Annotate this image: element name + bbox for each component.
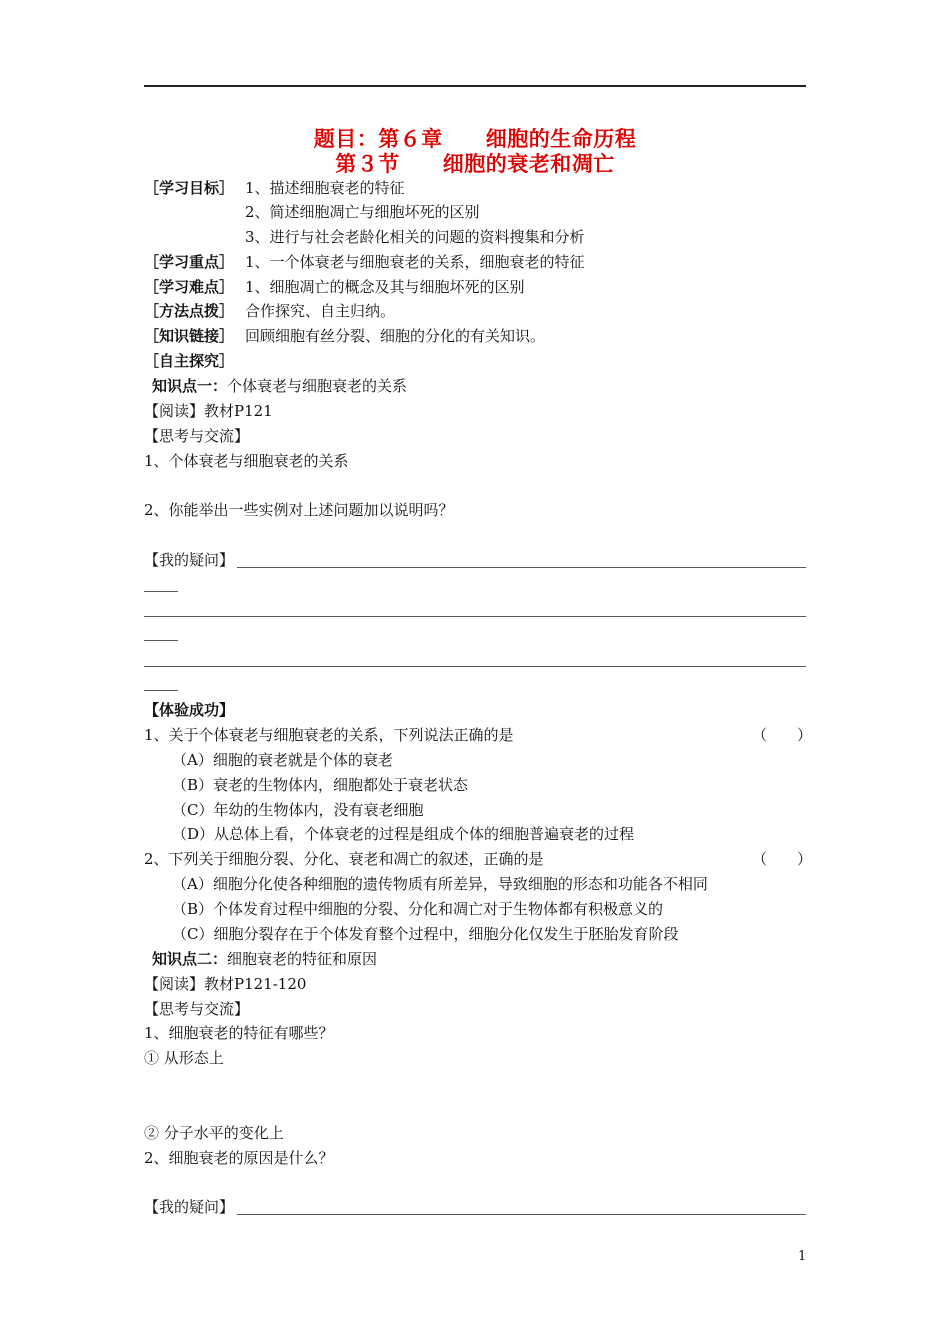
chapter-title: 题目：第６章 细胞的生命历程 [313,126,637,151]
objectives-label: ［学习目标］ [144,179,235,197]
difficulties-label: ［学习难点］ [144,278,235,296]
key-points-text: 1、一个体衰老与细胞衰老的关系，细胞衰老的特征 [245,253,585,271]
difficulties-text: 1、细胞凋亡的概念及其与细胞坏死的区别 [245,278,525,296]
doubt-answer-line [237,567,806,568]
page-number: 1 [798,1249,807,1264]
practice-q1-option: （D）从总体上看，个体衰老的过程是组成个体的细胞普遍衰老的过程 [172,825,635,843]
doubt-answer-line [144,640,178,641]
kp1-read: 【阅读】教材P121 [144,402,273,420]
kp2-question-2: 2、细胞衰老的原因是什么？ [144,1149,334,1167]
practice-label: 【体验成功】 [144,701,235,719]
practice-q2-option: （B）个体发育过程中细胞的分裂、分化和凋亡对于生物体都有积极意义的 [172,900,664,918]
practice-q1-option: （A）细胞的衰老就是个体的衰老 [172,751,393,769]
objective-item: 3、进行与社会老龄化相关的问题的资料搜集和分析 [245,228,585,246]
kp2-think: 【思考与交流】 [144,1000,250,1018]
practice-q2-option: （C）细胞分裂存在于个体发育整个过程中，细胞分化仅发生于胚胎发育阶段 [172,925,679,943]
method-label: ［方法点拨］ [144,302,235,320]
kp1-title: 个体衰老与细胞衰老的关系 [227,377,408,395]
kp2-label: 知识点二： [152,950,228,968]
practice-q2-option: （A）细胞分化使各种细胞的遗传物质有所差异，导致细胞的形态和功能各不相同 [172,875,708,893]
kp1-question-1: 1、个体衰老与细胞衰老的关系 [144,452,349,470]
doubt-answer-line [144,616,806,617]
kp1-think: 【思考与交流】 [144,427,250,445]
header-rule [144,85,806,87]
kp2-question-1: 1、细胞衰老的特征有哪些？ [144,1024,334,1042]
kp2-title: 细胞衰老的特征和原因 [227,950,378,968]
kp1-question-2: 2、你能举出一些实例对上述问题加以说明吗？ [144,501,454,519]
kp2-read: 【阅读】教材P121-120 [144,975,307,993]
kp1-doubt-label: 【我的疑问】 [144,551,235,569]
kp2-doubt-label: 【我的疑问】 [144,1198,235,1216]
key-points-label: ［学习重点］ [144,253,235,271]
knowledge-link-label: ［知识链接］ [144,327,235,345]
kp1-heading [152,376,407,396]
doubt-answer-line [144,690,178,691]
answer-parentheses: （ ） [752,850,813,868]
kp2-question-1b: ② 分子水平的变化上 [144,1124,284,1142]
doubt-answer-line [144,591,178,592]
kp2-question-1a: ① 从形态上 [144,1049,224,1067]
section-title: 第３节 细胞的衰老和凋亡 [335,151,615,176]
practice-q1-option: （C）年幼的生物体内，没有衰老细胞 [172,801,424,819]
kp2-heading [152,949,377,969]
objective-item: 1、描述细胞衰老的特征 [245,179,405,197]
method-text: 合作探究、自主归纳。 [245,302,396,320]
knowledge-link-text: 回顾细胞有丝分裂、细胞的分化的有关知识。 [245,327,546,345]
practice-q1-stem: 1、关于个体衰老与细胞衰老的关系，下列说法正确的是 [144,726,514,744]
self-explore-label: ［自主探究］ [144,352,235,370]
objective-item: 2、简述细胞凋亡与细胞坏死的区别 [245,203,480,221]
doubt-answer-line [237,1214,806,1215]
practice-q2-stem: 2、下列关于细胞分裂、分化、衰老和凋亡的叙述，正确的是 [144,850,544,868]
practice-q1-option: （B）衰老的生物体内，细胞都处于衰老状态 [172,776,469,794]
kp1-label: 知识点一： [152,377,228,395]
answer-parentheses: （ ） [752,726,813,744]
doubt-answer-line [144,666,806,667]
